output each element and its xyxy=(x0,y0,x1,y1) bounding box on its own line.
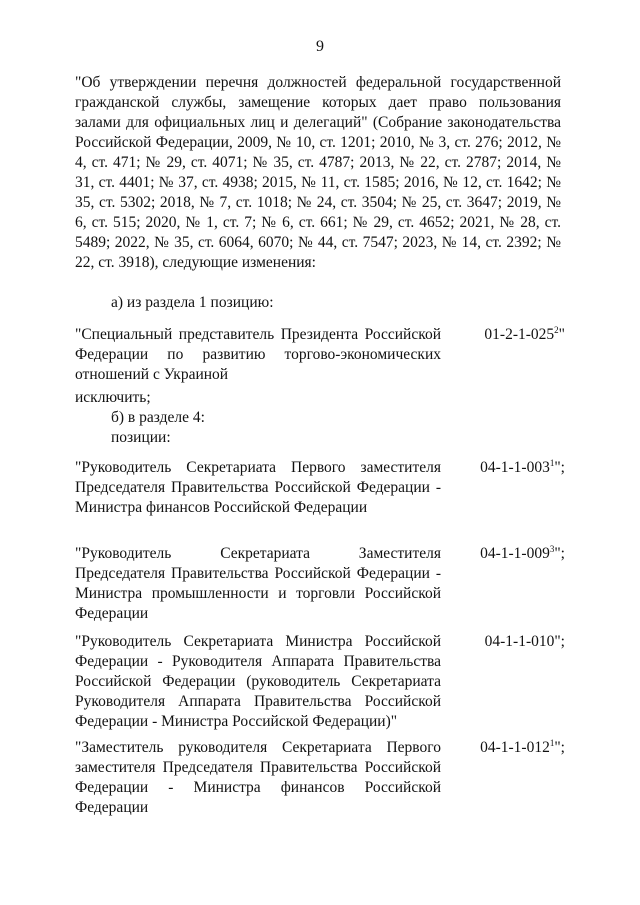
entry-code: $04-1-1-012^1$"; xyxy=(480,738,565,756)
entry-code: $04-1-1-003^1$"; xyxy=(480,458,565,476)
exclude-text: исключить; xyxy=(75,389,151,406)
entry-title: "Руководитель Секретариата Заместителя Председателя Правительства Российской Федерации - Министра промышленности и торговли Российской Федерации xyxy=(75,545,441,622)
entry-title: "Специальный представитель Президента Российской Федерации по развитию торгово-экономических отношений с Украиной xyxy=(75,326,441,383)
item-a: а) из раздела 1 позицию: xyxy=(111,294,274,311)
entry-title: "Заместитель руководителя Секретариата Первого заместителя Председателя Правительства Российской Федерации - Министра финансов Российской Федерации xyxy=(75,739,441,816)
intro-paragraph: "Об утверждении перечня должностей федеральной государственной гражданской службы, замещение которых дает право пользования залами для официальных лиц и делегаций" (Собрание законодательства Российской Федерации, 2009, № 10, ст. 1201; 2010, № 3, ст. 276; 2012, № 4, ст. 471; № 29, ст. 4071; № 35, ст. 4787; 2013, № 22, ст. 2787; 2014, № 31, ст. 4401; № 37, ст. 4938; 2015, № 11, ст. 1585; 2016, № 12, ст. 1642; № 35, ст. 5302; 2018, № 7, ст. 1018; № 24, ст. 3504; № 25, ст. 3647; 2019, № 6, ст. 515; 2020, № 1, ст. 7; № 6, ст. 661; № 29, ст. 4652; 2021, № 28, ст. 5489; 2022, № 35, ст. 6064, 6070; № 44, ст. 7547; 2023, № 14, ст. 2392; № 22, ст. 3918), следующие изменения: xyxy=(75,74,561,271)
entry-title: "Руководитель Секретариата Министра Российской Федерации - Руководителя Аппарата Правительства Российской Федерации (руководитель Секретариата Руководителя Аппарата Правительства Российской Федерации - Министра Российской Федерации)" xyxy=(75,633,441,730)
page-number: 9 xyxy=(316,38,324,55)
entry-code: $01-2-1-025^2$" xyxy=(484,325,565,343)
entry-code: 04-1-1-010"; xyxy=(484,633,565,650)
item-b: б) в разделе 4: xyxy=(111,409,205,426)
entry-code: $04-1-1-009^3$"; xyxy=(480,544,565,562)
positions-label: позиции: xyxy=(111,429,171,446)
entry-title: "Руководитель Секретариата Первого заместителя Председателя Правительства Российской Федерации - Министра финансов Российской Федерации xyxy=(75,459,441,516)
